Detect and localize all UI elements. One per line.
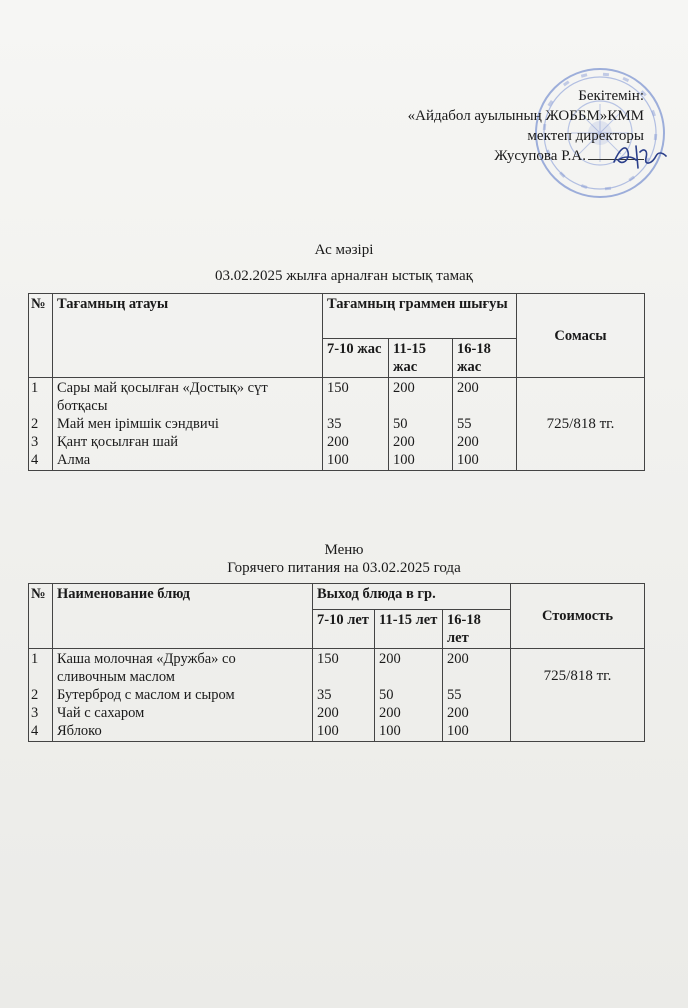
kz-val-7-10-1: 150 bbox=[327, 380, 349, 396]
ru-menu-table bbox=[28, 583, 645, 742]
ru-header-name: Наименование блюд bbox=[53, 584, 313, 649]
ru-total-sum: 725/818 тг. bbox=[511, 649, 645, 742]
kz-header-output: Тағамның граммен шығуы bbox=[323, 294, 517, 339]
kz-val-7-10-4: 100 bbox=[327, 452, 349, 468]
ru-val-16-18-blank bbox=[447, 668, 506, 686]
kz-val-11-15-3: 200 bbox=[393, 434, 415, 450]
kz-val-7-10-blank bbox=[327, 397, 384, 415]
ru-val-11-15-4: 100 bbox=[379, 723, 401, 739]
kz-val-11-15-4: 100 bbox=[393, 452, 415, 468]
kz-val-16-18-2: 55 bbox=[457, 416, 472, 432]
kz-col-7-10 bbox=[323, 378, 389, 471]
ru-val-16-18-4: 100 bbox=[447, 723, 469, 739]
ru-col-7-10 bbox=[313, 649, 375, 742]
ru-num-3: 3 bbox=[31, 705, 39, 721]
ru-num-4: 4 bbox=[31, 723, 39, 739]
kz-val-11-15-2: 50 bbox=[393, 416, 408, 432]
director-name: Жусупова Р.А. bbox=[494, 148, 586, 164]
ru-val-7-10-2: 35 bbox=[317, 687, 332, 703]
kz-val-16-18-3: 200 bbox=[457, 434, 479, 450]
ru-row-numbers bbox=[29, 649, 53, 742]
kz-menu-table bbox=[28, 293, 645, 471]
ru-val-7-10-3: 200 bbox=[317, 705, 339, 721]
ru-val-7-10-blank bbox=[317, 668, 370, 686]
ru-val-11-15-blank bbox=[379, 668, 438, 686]
ru-val-7-10-4: 100 bbox=[317, 723, 339, 739]
ru-num-blank bbox=[31, 668, 48, 686]
kz-val-7-10-3: 200 bbox=[327, 434, 349, 450]
kz-menu-title: Ас мәзірі bbox=[314, 242, 374, 258]
kz-header-name: Тағамның атауы bbox=[53, 294, 323, 378]
ru-menu-title: Меню bbox=[324, 542, 364, 558]
ru-val-16-18-3: 200 bbox=[447, 705, 469, 721]
ru-val-16-18-2: 55 bbox=[447, 687, 462, 703]
kz-header-sum: Сомасы bbox=[517, 294, 645, 378]
kz-val-11-15-1: 200 bbox=[393, 380, 415, 396]
ru-item-4: Яблоко bbox=[57, 723, 102, 739]
ru-col-16-18 bbox=[443, 649, 511, 742]
ru-item-1: Каша молочная «Дружба» со сливочным маслом bbox=[57, 651, 236, 685]
handwritten-signature bbox=[608, 138, 670, 174]
kz-val-16-18-1: 200 bbox=[457, 380, 479, 396]
ru-val-16-18-1: 200 bbox=[447, 651, 469, 667]
ru-header-sum: Стоимость bbox=[511, 584, 645, 649]
ru-val-7-10-1: 150 bbox=[317, 651, 339, 667]
kz-row-items bbox=[53, 378, 323, 471]
kz-col-11-15 bbox=[389, 378, 453, 471]
ru-val-11-15-3: 200 bbox=[379, 705, 401, 721]
kz-header-age-7-10: 7-10 жас bbox=[323, 339, 389, 378]
kz-val-16-18-4: 100 bbox=[457, 452, 479, 468]
kz-val-11-15-blank bbox=[393, 397, 448, 415]
kz-item-2: Май мен ірімшік сэндвичі bbox=[57, 416, 219, 432]
ru-header-age-16-18: 16-18 лет bbox=[443, 610, 511, 649]
ru-header-num: № bbox=[29, 584, 53, 649]
kz-item-4: Алма bbox=[57, 452, 91, 468]
ru-row-items bbox=[53, 649, 313, 742]
approval-line-3: мектеп директоры bbox=[527, 128, 644, 144]
ru-item-2: Бутерброд с маслом и сыром bbox=[57, 687, 235, 703]
ru-num-2: 2 bbox=[31, 687, 39, 703]
approval-line-1: Бекітемін: bbox=[578, 88, 644, 104]
kz-val-16-18-blank bbox=[457, 397, 512, 415]
kz-col-16-18 bbox=[453, 378, 517, 471]
kz-item-1: Сары май қосылған «Достық» сүт ботқасы bbox=[57, 380, 268, 414]
kz-total-sum: 725/818 тг. bbox=[517, 378, 645, 471]
ru-num-1: 1 bbox=[31, 651, 39, 667]
kz-num-4: 4 bbox=[31, 452, 39, 468]
ru-val-11-15-1: 200 bbox=[379, 651, 401, 667]
kz-val-7-10-2: 35 bbox=[327, 416, 342, 432]
ru-header-age-7-10: 7-10 лет bbox=[313, 610, 375, 649]
approval-line-2: «Айдабол ауылының ЖОББМ»КММ bbox=[407, 108, 644, 124]
kz-header-age-16-18: 16-18 жас bbox=[453, 339, 517, 378]
ru-val-11-15-2: 50 bbox=[379, 687, 394, 703]
ru-item-3: Чай с сахаром bbox=[57, 705, 145, 721]
ru-menu-subtitle: Горячего питания на 03.02.2025 года bbox=[227, 560, 461, 576]
kz-header-age-11-15: 11-15 жас bbox=[389, 339, 453, 378]
kz-row-numbers bbox=[29, 378, 53, 471]
kz-num-3: 3 bbox=[31, 434, 39, 450]
ru-header-age-11-15: 11-15 лет bbox=[375, 610, 443, 649]
kz-header-num: № bbox=[29, 294, 53, 378]
kz-num-1: 1 bbox=[31, 380, 39, 396]
ru-header-output: Выход блюда в гр. bbox=[313, 584, 511, 610]
kz-num-blank bbox=[31, 397, 48, 415]
kz-menu-subtitle: 03.02.2025 жылға арналған ыстық тамақ bbox=[215, 268, 473, 284]
kz-item-3: Қант қосылған шай bbox=[57, 434, 179, 450]
ru-col-11-15 bbox=[375, 649, 443, 742]
kz-num-2: 2 bbox=[31, 416, 39, 432]
